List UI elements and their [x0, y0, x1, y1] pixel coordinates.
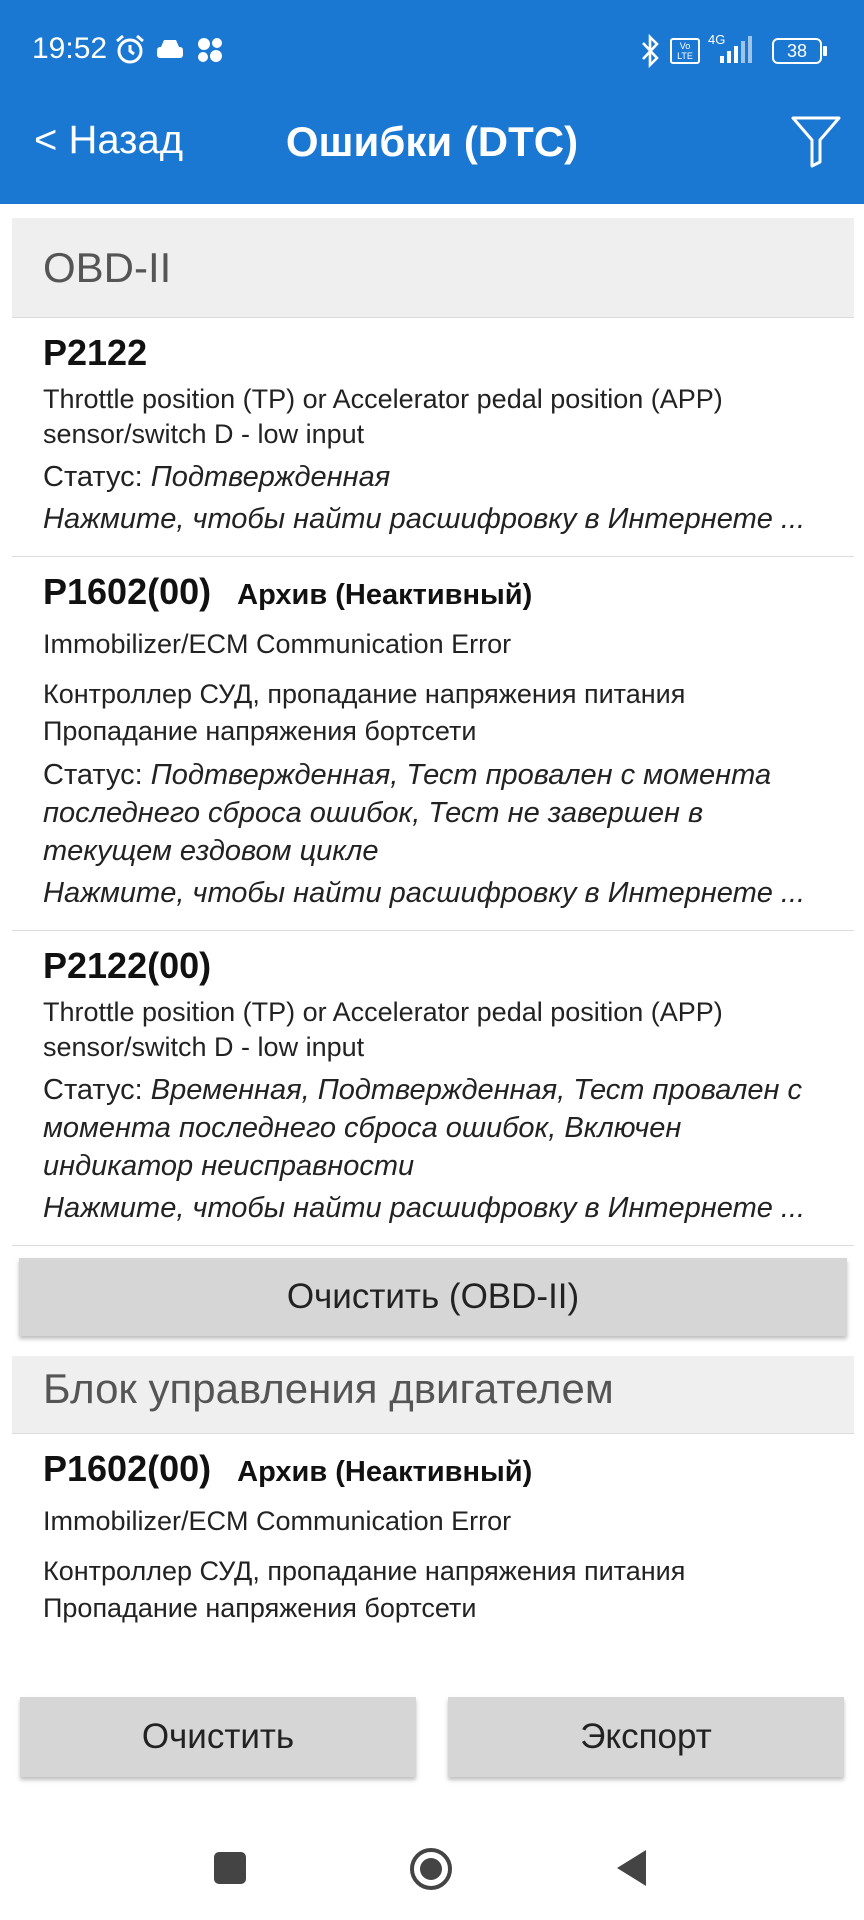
dtc-code: P2122 — [43, 332, 148, 373]
status-time: 19:52 — [32, 32, 108, 65]
filter-icon[interactable] — [790, 114, 842, 168]
dtc-status-label: Статус: — [43, 759, 151, 791]
page-title: Ошибки (DTC) — [285, 118, 579, 165]
dtc-search-link[interactable]: Нажмите, чтобы найти расшифровку в Интернете ... — [43, 1192, 806, 1224]
dtc-status — [43, 756, 823, 870]
dtc-archive-tag: Архив (Неактивный) — [237, 1456, 533, 1488]
dtc-description: Throttle position (TP) or Accelerator pedal position (APP) sensor/switch D - low input — [43, 997, 723, 1062]
recents-icon[interactable] — [214, 1852, 246, 1884]
dtc-status — [43, 1071, 823, 1185]
dtc-description: Immobilizer/ECM Communication Error — [43, 629, 512, 659]
dtc-extra-line: Контроллер СУД, пропадание напряжения питания — [43, 1556, 686, 1586]
dtc-code: P1602(00) — [43, 571, 212, 612]
dtc-extra-line: Пропадание напряжения бортсети — [43, 716, 477, 746]
bluetooth-icon — [640, 34, 662, 68]
dtc-search-link[interactable]: Нажмите, чтобы найти расшифровку в Интернете ... — [43, 877, 806, 909]
dtc-status-value: Временная, Подтвержденная, Тест провален с момента последнего сброса ошибок, Включен индикатор неисправности — [43, 1074, 803, 1182]
signal-icon — [706, 36, 762, 64]
dtc-status-value: Подтвержденная — [150, 461, 391, 493]
dtc-archive-tag: Архив (Неактивный) — [237, 579, 533, 611]
dtc-search-link[interactable]: Нажмите, чтобы найти расшифровку в Интернете ... — [43, 503, 806, 535]
dtc-item[interactable] — [12, 1434, 854, 1645]
dtc-extra-line: Пропадание напряжения бортсети — [43, 1593, 477, 1623]
car-icon — [154, 34, 186, 66]
alarm-icon — [114, 34, 146, 66]
system-nav-bar — [0, 1820, 864, 1920]
top-bar — [0, 0, 864, 204]
volte-icon: Vo LTE — [670, 38, 700, 64]
battery-tip — [823, 46, 827, 56]
dtc-extra-line: Контроллер СУД, пропадание напряжения питания — [43, 679, 686, 709]
dtc-status-value: Подтвержденная, Тест провален с момента последнего сброса ошибок, Тест не завершен в текущем ездовом цикле — [43, 759, 772, 867]
network-type: 4G — [708, 32, 726, 47]
back-button[interactable]: < Назад — [34, 118, 184, 162]
dtc-list[interactable] — [12, 218, 854, 1658]
home-icon[interactable] — [408, 1846, 454, 1892]
dtc-code: P2122(00) — [43, 945, 212, 986]
dtc-status-label: Статус: — [43, 1074, 151, 1106]
dtc-description: Immobilizer/ECM Communication Error — [43, 1506, 512, 1536]
dtc-status — [43, 458, 823, 496]
apps-icon — [194, 34, 226, 66]
status-bar — [0, 0, 864, 100]
export-button[interactable]: Экспорт — [448, 1697, 844, 1777]
clear-all-button[interactable]: Очистить — [20, 1697, 416, 1777]
back-nav-icon[interactable] — [614, 1848, 648, 1888]
dtc-item[interactable] — [12, 931, 854, 1246]
battery-icon: 38 — [772, 38, 822, 64]
section-header-engine: Блок управления двигателем — [12, 1356, 854, 1434]
dtc-code: P1602(00) — [43, 1448, 212, 1489]
dtc-status-label: Статус: — [43, 461, 151, 493]
clear-obd2-button[interactable]: Очистить (OBD-II) — [19, 1258, 847, 1336]
dtc-item[interactable] — [12, 557, 854, 931]
dtc-item[interactable] — [12, 318, 854, 557]
section-header-obd2: OBD-II — [12, 218, 854, 318]
dtc-description: Throttle position (TP) or Accelerator pedal position (APP) sensor/switch D - low input — [43, 384, 723, 449]
